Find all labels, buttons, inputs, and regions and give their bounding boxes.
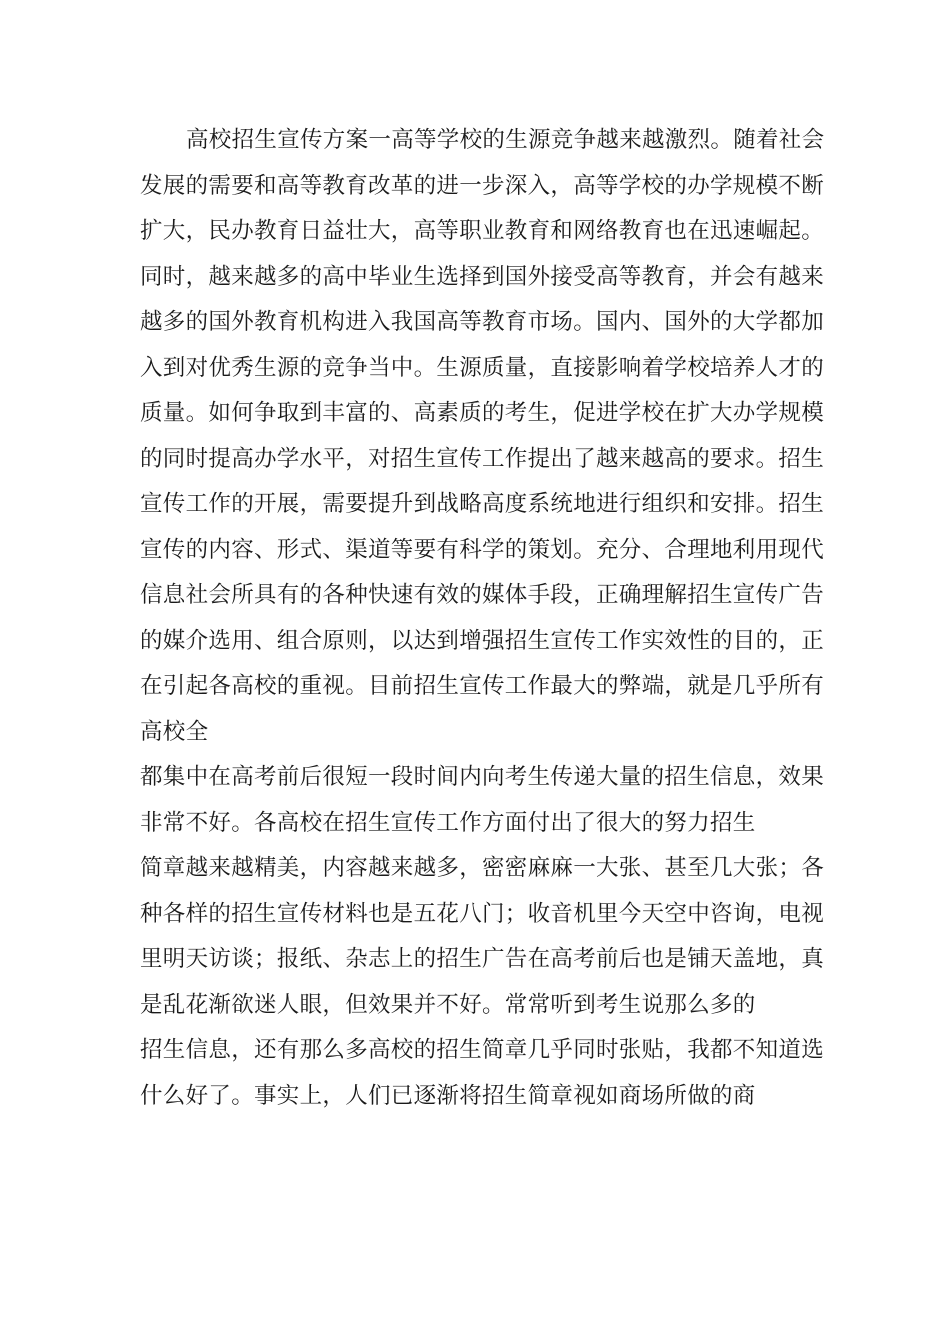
text-line: 是乱花渐欲迷人眼，但效果并不好。常常听到考生说那么多的: [140, 991, 756, 1018]
text-line: 扩大，民办教育日益壮大，高等职业教育和网络教育也在迅速崛起。: [140, 218, 825, 244]
text-line: 同时，越来越多的高中毕业生选择到国外接受高等教育，并会有越来: [140, 263, 825, 290]
text-line: 宣传的内容、形式、渠道等要有科学的策划。充分、合理地利用现代: [140, 536, 825, 563]
text-line: 高校招生宣传方案一高等学校的生源竞争越来越激烈。随着社会: [186, 127, 825, 153]
text-line: 入到对优秀生源的竞争当中。生源质量，直接影响着学校培养人才的: [140, 354, 825, 381]
text-line: 高校全: [140, 718, 209, 745]
text-line: 什么好了。事实上，人们已逐渐将招生简章视如商场所做的商: [140, 1082, 756, 1109]
text-line: 发展的需要和高等教育改革的进一步深入，高等学校的办学规模不断: [140, 172, 825, 199]
body-text: [140, 118, 830, 1119]
text-line: 宣传工作的开展，需要提升到战略高度系统地进行组织和安排。招生: [140, 491, 825, 517]
text-line: 质量。如何争取到丰富的、高素质的考生，促进学校在扩大办学规模: [140, 400, 825, 426]
text-line: 非常不好。各高校在招生宣传工作方面付出了很大的努力招生: [140, 809, 756, 836]
text-line: 里明天访谈；报纸、杂志上的招生广告在高考前后也是铺天盖地，真: [140, 946, 825, 972]
text-line: 越多的国外教育机构进入我国高等教育市场。国内、国外的大学都加: [140, 309, 825, 335]
text-line: 的同时提高办学水平，对招生宣传工作提出了越来越高的要求。招生: [140, 445, 825, 472]
text-line: 在引起各高校的重视。目前招生宣传工作最大的弊端，就是几乎所有: [140, 673, 825, 699]
text-line: 信息社会所具有的各种快速有效的媒体手段，正确理解招生宣传广告: [140, 582, 825, 608]
text-line: 简章越来越精美，内容越来越多，密密麻麻一大张、甚至几大张；各: [140, 855, 825, 881]
text-line: 的媒介选用、组合原则，以达到增强招生宣传工作实效性的目的，正: [140, 627, 825, 654]
text-line: 都集中在高考前后很短一段时间内向考生传递大量的招生信息，效果: [140, 764, 825, 790]
text-line: 种各样的招生宣传材料也是五花八门；收音机里今天空中咨询，电视: [140, 900, 825, 927]
text-line: 招生信息，还有那么多高校的招生简章几乎同时张贴，我都不知道选: [140, 1037, 825, 1063]
